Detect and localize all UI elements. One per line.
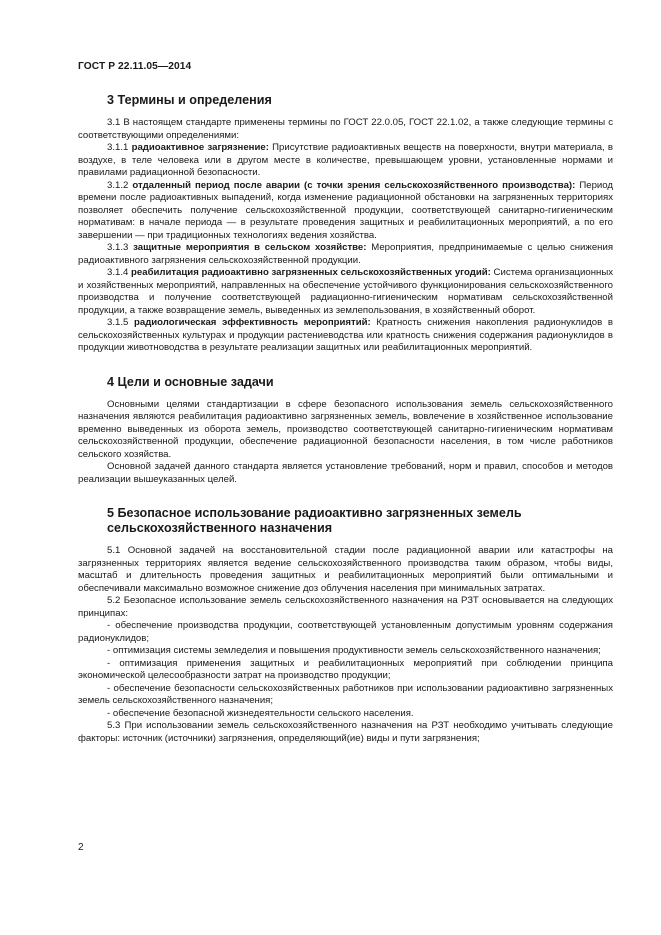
principle-item: - обеспечение безопасности сельскохозяйственных работников при использовании радиоактивно загрязненных земель сельскохозяйственного назначения; — [78, 682, 613, 706]
term-number: 3.1.1 — [107, 142, 129, 153]
term-definition: Кратность снижения накопления радионуклидов в сельскохозяйственных культурах и продукции растениеводства или кратность снижения содержания радионуклидов в продукции животноводства в результате реализации защитных или реабилитационных мероприятий. — [78, 317, 613, 353]
section-3-heading: 3 Термины и определения — [107, 93, 272, 107]
term-title: радиологическая эффективность мероприятий: — [134, 317, 371, 328]
page-number: 2 — [78, 842, 84, 853]
term-3-1-3 — [78, 242, 613, 267]
section-5-heading-line-1: 5 Безопасное использование радиоактивно загрязненных земель — [107, 506, 522, 520]
term-3-1-1 — [78, 142, 613, 180]
section-4-heading: 4 Цели и основные задачи — [107, 374, 274, 389]
term-3-1-2 — [78, 180, 613, 243]
principle-item: - обеспечение производства продукции, соответствующей установленным допустимым уровням содержания радионуклидов; — [78, 620, 613, 644]
term-title: отдаленный период после аварии (с точки зрения сельскохозяйственного производства): — [132, 179, 576, 191]
principle-item: - оптимизация системы земледелия и повышения продуктивности земель сельскохозяйственного назначения; — [107, 645, 601, 656]
term-definition: Мероприятия, предпринимаемые с целью снижения радиоактивного загрязнения сельскохозяйственной продукции. — [78, 242, 614, 266]
term-definition: Система организационных и хозяйственных мероприятий, направленных на обеспечение устойчивого функционирования сельскохозяйственного производства и получение соответствующей радиационно-гигиеническим нормативам сельскохозяйственной продукции, а также возвращение земель, выведенных из землепользования, в хозяйственный оборот. — [78, 267, 614, 316]
principle-item: - обеспечение безопасной жизнедеятельности сельского населения. — [107, 707, 414, 719]
sec4-paragraph-2: Основной задачей данного стандарта является установление требований, норм и правил, способов и методов реализации вышеуказанных целей. — [78, 461, 613, 485]
section-5-heading — [78, 506, 613, 536]
term-definition: Период времени после радиоактивных выпадений, когда изменение радиационной обстановки на загрязненных территориях позволяет обеспечить получение сельскохозяйственной продукции, соответствующей санитарно-гигиеническим нормативам: в начале периода — в результате проведения защитных и реабилитационных мероприятий, а по его завершении — при традиционных технологиях ведения хозяйства. — [78, 179, 613, 241]
principle-item: - оптимизация применения защитных и реабилитационных мероприятий при соблюдении принципа экономической целесообразности затрат на производство продукции; — [78, 657, 613, 681]
term-definition: Присутствие радиоактивных веществ на поверхности, внутри материала, в воздухе, в теле человека или в другом месте в количестве, превышающем уровни, установленные нормами и правилами радиационной безопасности. — [78, 142, 614, 178]
term-title: реабилитация радиоактивно загрязненных сельскохозяйственных угодий: — [131, 267, 491, 278]
term-3-1-4 — [78, 267, 613, 317]
clause-5-1: 5.1 Основной задачей на восстановительной стадии после радиационной аварии или катастрофы на загрязненных территориях является ведение сельскохозяйственного производства таким образом, чтобы виды, масштаб и длительность проведения защитных и реабилитационных мероприятий были оптимальными и обеспечивали максимально возможное снижение доз облучения населения при минимальных затратах. — [78, 545, 613, 594]
term-number: 3.1.2 — [107, 179, 129, 191]
sec3-intro: 3.1 В настоящем стандарте применены термины по ГОСТ 22.0.05, ГОСТ 22.1.02, а также следующие термины с соответствующими определениями: — [78, 117, 613, 141]
term-number: 3.1.3 — [107, 242, 129, 253]
section-5-heading-line-2: сельскохозяйственного назначения — [107, 521, 333, 535]
term-3-1-5 — [78, 317, 613, 355]
clause-5-3: 5.3 При использовании земель сельскохозяйственного назначения на РЗТ необходимо учитывать следующие факторы: источник (источники) загрязнения, определяющий(ие) виды и пути загрязнения; — [78, 720, 613, 744]
term-title: защитные мероприятия в сельском хозяйстве: — [133, 242, 367, 253]
clause-5-2: 5.2 Безопасное использование земель сельскохозяйственного назначения на РЗТ основывается на следующих принципах: — [78, 595, 613, 619]
page-content — [78, 93, 613, 745]
term-number: 3.1.5 — [107, 317, 129, 328]
document-header: ГОСТ Р 22.11.05—2014 — [78, 61, 192, 72]
term-number: 3.1.4 — [107, 267, 129, 278]
sec4-paragraph-1: Основными целями стандартизации в сфере безопасного использования земель сельскохозяйственного назначения являются реабилитация радиоактивно загрязненных земель, вовлечение в хозяйственное использование временно выведенных из оборота земель, производство соответствующей санитарно-гигиеническим нормативам сельскохозяйственной продукции, обеспечение радиационной безопасности населения, в том числе работников сельского хозяйства. — [78, 398, 613, 460]
term-title: радиоактивное загрязнение: — [131, 142, 269, 153]
